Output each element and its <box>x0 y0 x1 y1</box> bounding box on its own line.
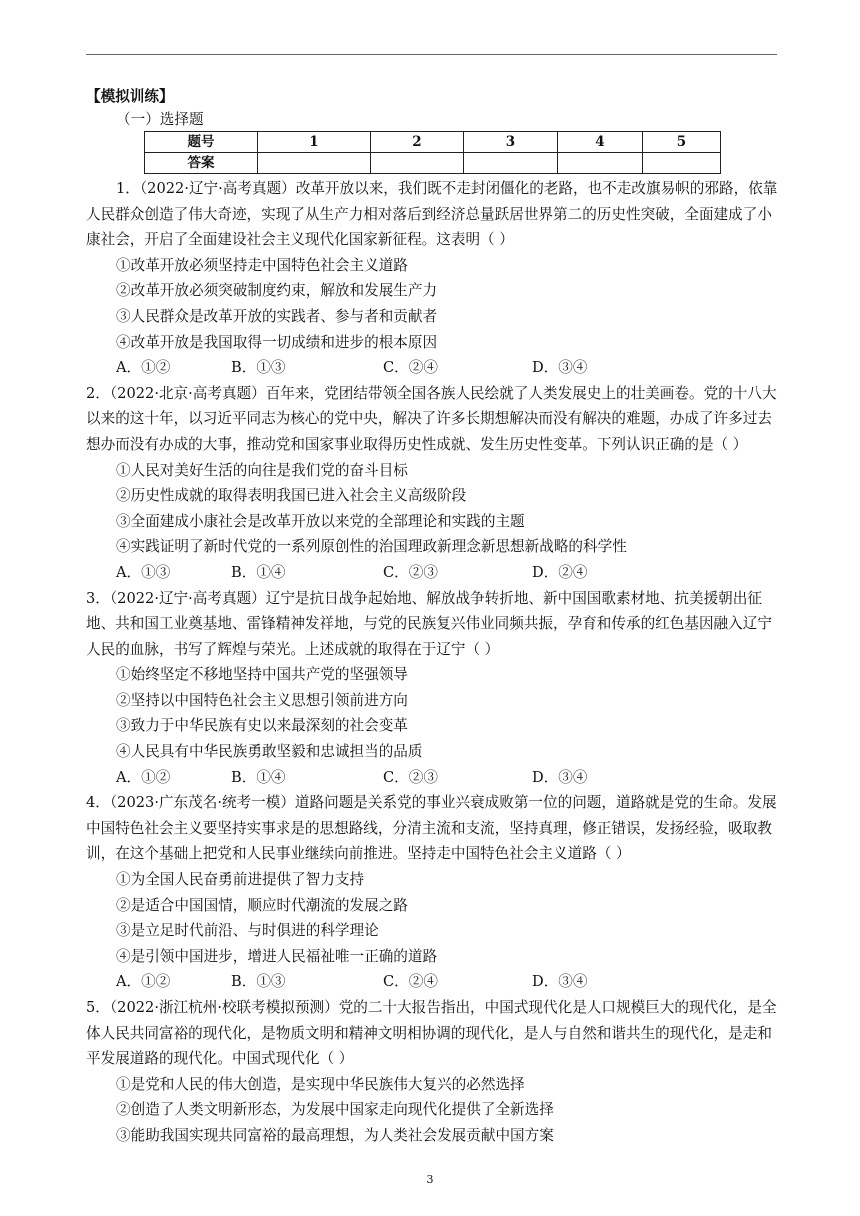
answer-table-answer-row <box>145 153 721 174</box>
question-option: ②坚持以中国特色社会主义思想引领前进方向 <box>116 691 408 709</box>
choice-d: D．③④ <box>532 973 588 991</box>
choice-d: D．③④ <box>532 768 588 786</box>
question-stem: 2．（2022·北京·高考真题）百年来，党团结带领全国各族人民绘就了人类发展史上的壮美画卷。党的十八大以来的这十年，以习近平同志为核心的党中央，解决了许多长期想解决而没有解决的难题，办成了许多过去想办而没有办成的大事，推动党和国家事业取得历史性成就、发生历史性变革。下列认识正确的是（ ） <box>86 384 777 453</box>
question-choices <box>86 969 778 995</box>
question-stem: 5．（2022·浙江杭州·校联考模拟预测）党的二十大报告指出，中国式现代化是人口规模巨大的现代化，是全体人民共同富裕的现代化，是物质文明和精神文明相协调的现代化，是人与自然和谐共生的现代化，是走和平发展道路的现代化。中国式现代化（ ） <box>86 999 777 1068</box>
choice-c: C．②③ <box>383 563 438 581</box>
question-option: ②历史性成就的取得表明我国已进入社会主义高级阶段 <box>116 487 467 505</box>
question-option: ②是适合中国国情，顺应时代潮流的发展之路 <box>116 896 408 914</box>
question-option: ②改革开放必须突破制度约束，解放和发展生产力 <box>116 282 438 300</box>
question-option: ①始终坚定不移地坚持中国共产党的坚强领导 <box>116 666 408 684</box>
choice-b: B．①③ <box>231 973 286 991</box>
question-option: ③致力于中华民族有史以来最深刻的社会变革 <box>116 717 408 735</box>
answer-table-number: 4 <box>558 132 643 153</box>
answer-table <box>144 131 721 174</box>
answer-cell[interactable] <box>558 153 643 174</box>
answer-cell[interactable] <box>258 153 371 174</box>
answer-cell[interactable] <box>643 153 721 174</box>
choice-c: C．②③ <box>383 768 438 786</box>
question-option: ①为全国人民奋勇前进提供了智力支持 <box>116 871 365 889</box>
question-stem: 3．（2022·辽宁·高考真题）辽宁是抗日战争起始地、解放战争转折地、新中国国歌素材地、抗美援朝出征地、共和国工业奠基地、雷锋精神发祥地，与党的民族复兴伟业同频共振，孕育和传承的红色基因融入辽宁人民的血脉，书写了辉煌与荣光。上述成就的取得在于辽宁（ ） <box>86 589 772 658</box>
question-option: ④实践证明了新时代党的一系列原创性的治国理政新理念新思想新战略的科学性 <box>116 538 627 556</box>
choice-b: B．①③ <box>231 359 286 377</box>
question-option: ④是引领中国进步，增进人民福祉唯一正确的道路 <box>116 947 438 965</box>
choice-b: B．①④ <box>231 768 286 786</box>
question-option: ③是立足时代前沿、与时俱进的科学理论 <box>116 922 379 940</box>
section-title: 【模拟训练】 <box>86 88 174 105</box>
question-choices <box>86 560 778 586</box>
question-stem: 1．（2022·辽宁·高考真题）改革开放以来，我们既不走封闭僵化的老路，也不走改旗易帜的邪路，依靠人民群众创造了伟大奇迹，实现了从生产力相对落后到经济总量跃居世界第二的历史性突破，全面建成了小康社会，开启了全面建设社会主义现代化国家新征程。这表明（ ） <box>86 180 778 249</box>
question-option: ②创造了人类文明新形态，为发展中国家走向现代化提供了全新选择 <box>116 1101 554 1119</box>
answer-table-number: 5 <box>643 132 721 153</box>
choice-a: A．①② <box>116 359 171 377</box>
question-option: ①改革开放必须坚持走中国特色社会主义道路 <box>116 256 408 274</box>
answer-table-number: 1 <box>258 132 371 153</box>
question-option: ④改革开放是我国取得一切成绩和进步的根本原因 <box>116 333 438 351</box>
choice-d: D．③④ <box>532 359 588 377</box>
page-content <box>86 84 778 1149</box>
answer-table-number: 3 <box>464 132 558 153</box>
page-number: 3 <box>426 1173 434 1186</box>
choice-a: A．①② <box>116 973 171 991</box>
choice-a: A．①② <box>116 768 171 786</box>
answer-table-number: 2 <box>371 132 464 153</box>
header-rule <box>86 54 777 55</box>
question-choices <box>86 355 778 381</box>
question-option: ④人民具有中华民族勇敢坚毅和忠诚担当的品质 <box>116 743 423 761</box>
question-option: ③能助我国实现共同富裕的最高理想，为人类社会发展贡献中国方案 <box>116 1126 554 1144</box>
choice-d: D．②④ <box>532 563 588 581</box>
choice-b: B．①④ <box>231 563 286 581</box>
answer-cell[interactable] <box>464 153 558 174</box>
answer-table-header-label: 题号 <box>145 132 258 153</box>
question-choices <box>86 765 778 791</box>
question-option: ①是党和人民的伟大创造，是实现中华民族伟大复兴的必然选择 <box>116 1075 525 1093</box>
answer-table-header-row <box>145 132 721 153</box>
question-option: ①人民对美好生活的向往是我们党的奋斗目标 <box>116 461 408 479</box>
question-option: ③全面建成小康社会是改革开放以来党的全部理论和实践的主题 <box>116 512 525 530</box>
choice-c: C．②④ <box>383 359 438 377</box>
sub-title: （一）选择题 <box>116 111 204 128</box>
choice-a: A．①③ <box>116 563 171 581</box>
answer-cell[interactable] <box>371 153 464 174</box>
answer-table-answer-label: 答案 <box>145 153 258 174</box>
choice-c: C．②④ <box>383 973 438 991</box>
question-stem: 4．（2023·广东茂名·统考一模）道路问题是关系党的事业兴衰成败第一位的问题，道路就是党的生命。发展中国特色社会主义要坚持实事求是的思想路线，分清主流和支流，坚持真理，修正错误，发扬经验，吸取教训，在这个基础上把党和人民事业继续向前推进。坚持走中国特色社会主义道路（ ） <box>86 794 777 863</box>
question-option: ③人民群众是改革开放的实践者、参与者和贡献者 <box>116 307 438 325</box>
